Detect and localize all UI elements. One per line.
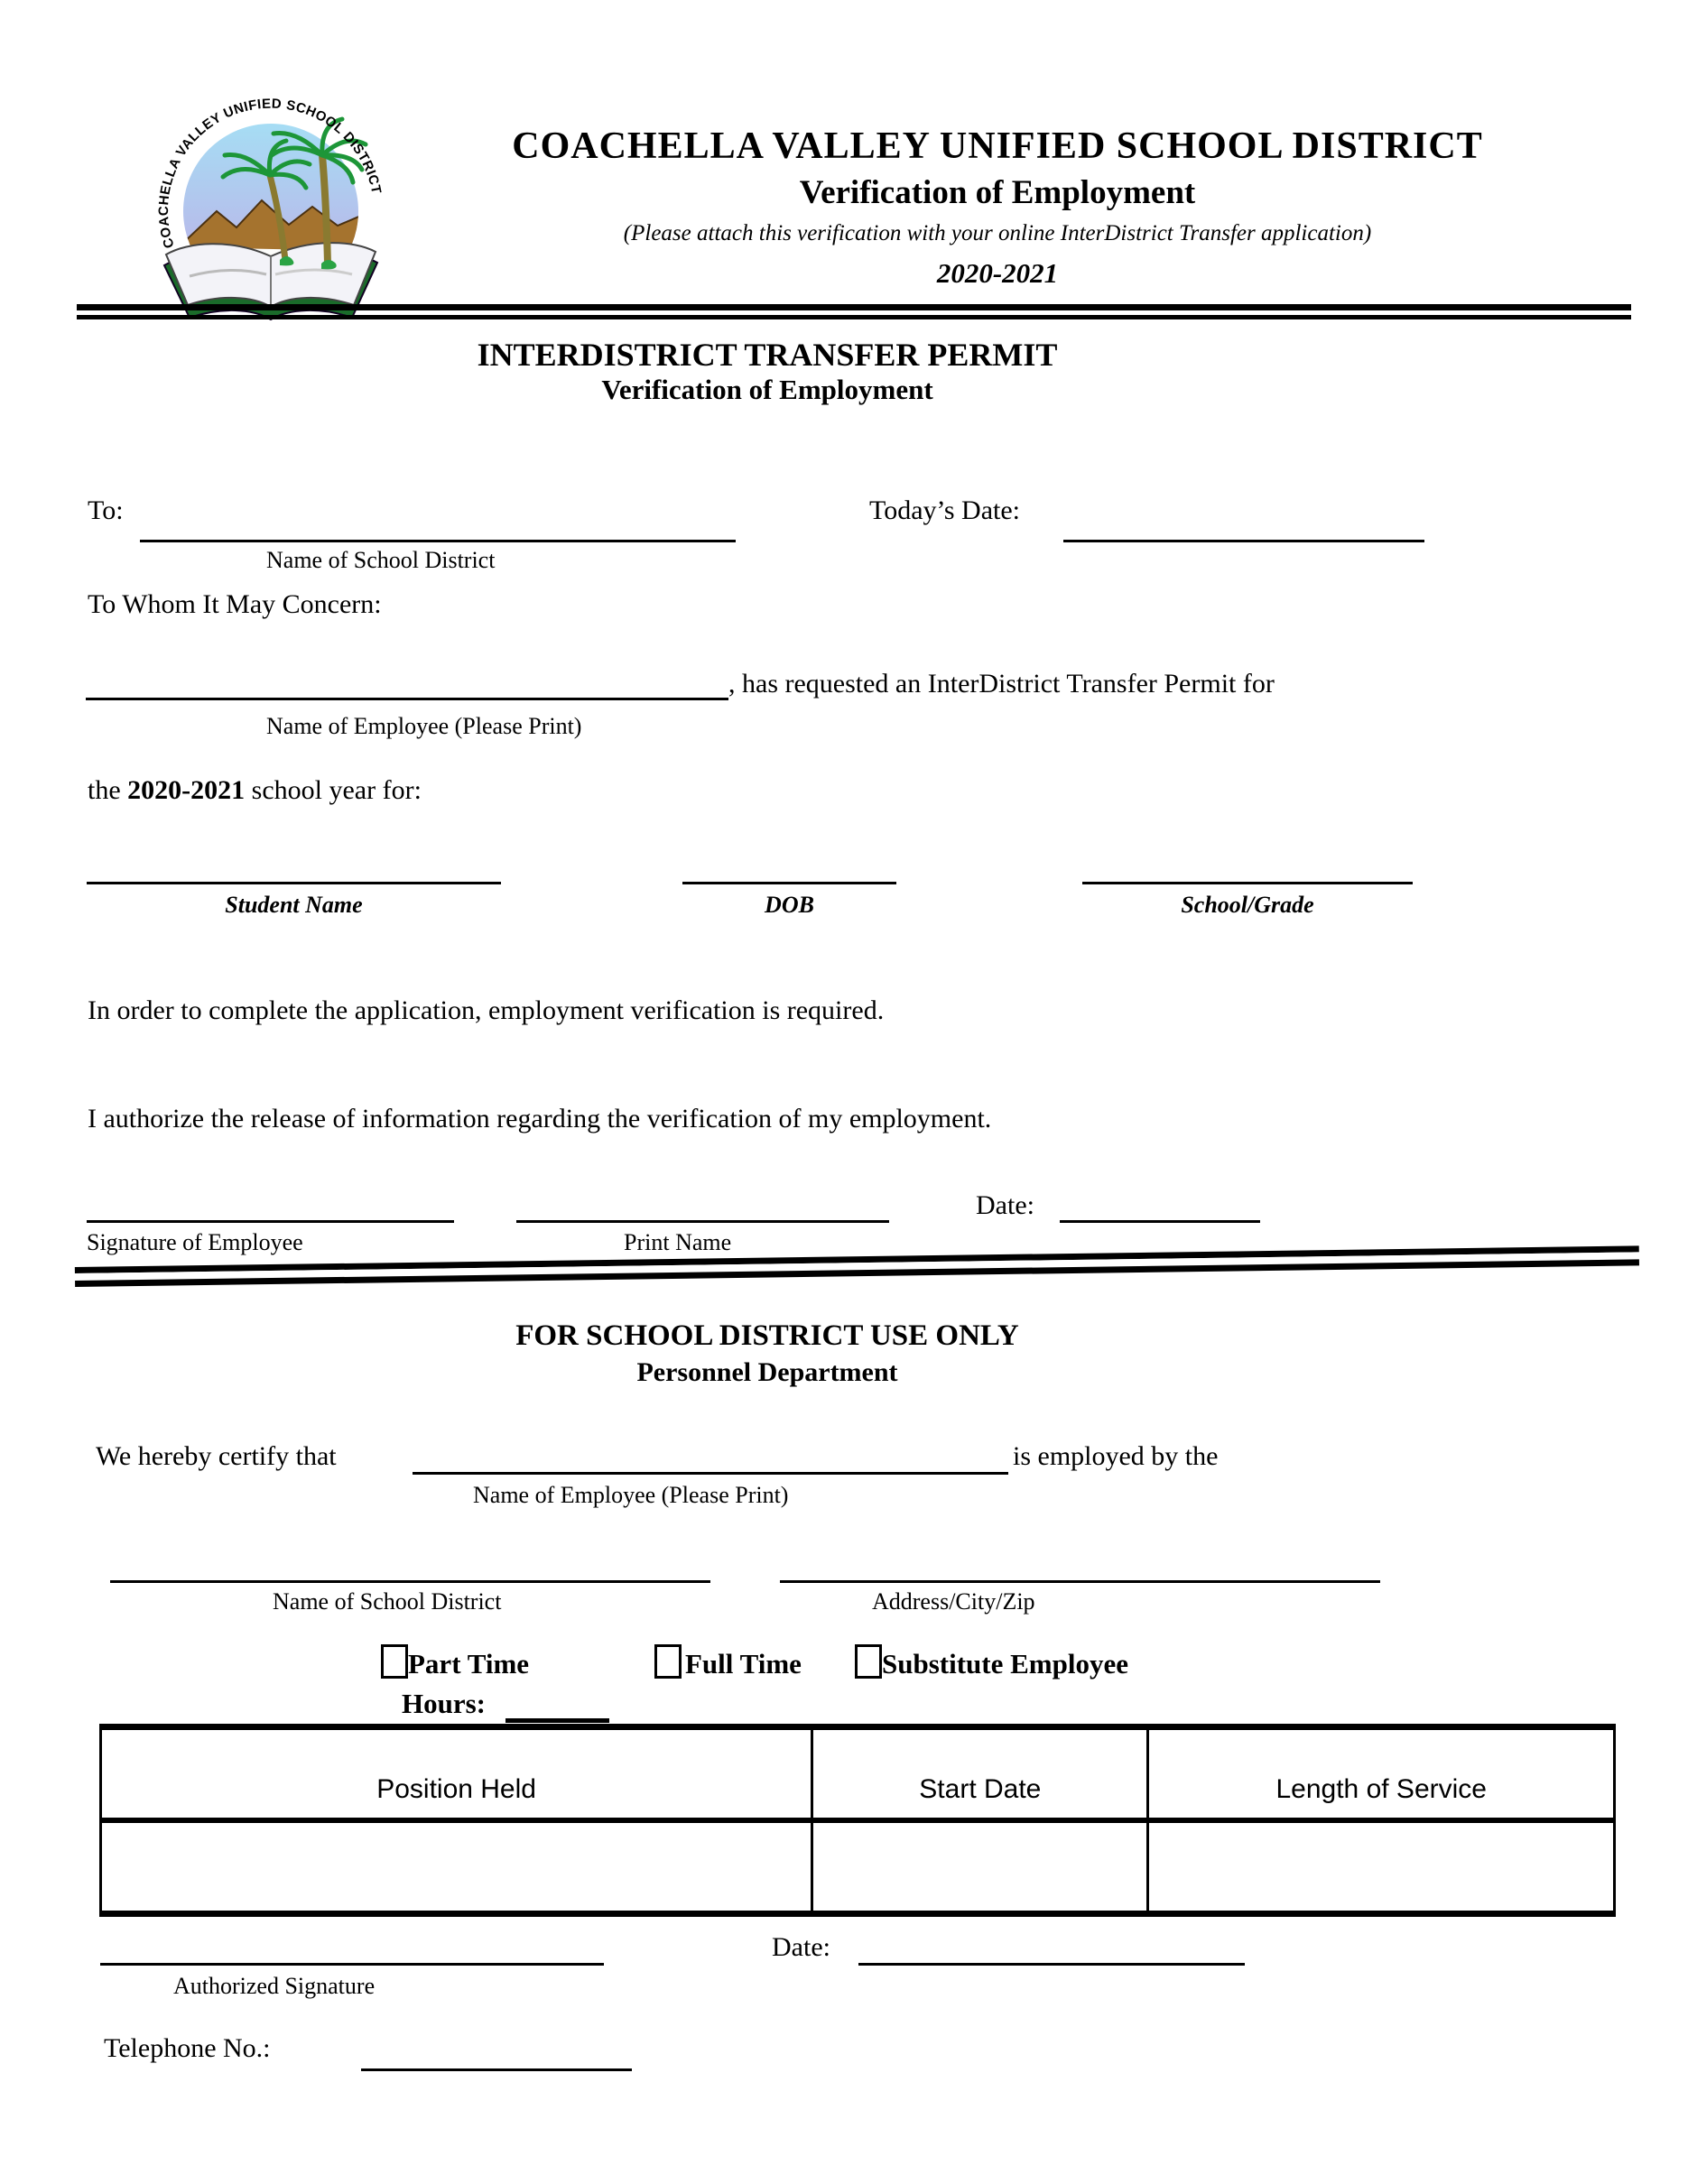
authorized-signature-caption: Authorized Signature	[173, 1973, 376, 1999]
service-table-row	[101, 1820, 1615, 1914]
print-name-fill-line[interactable]	[516, 1220, 889, 1223]
hours-label: Hours:	[402, 1688, 486, 1719]
district-date-fill-line[interactable]	[858, 1963, 1245, 1966]
full-time-label: Full Time	[685, 1648, 802, 1680]
telephone-fill-line[interactable]	[361, 2068, 632, 2071]
student-name-fill-line[interactable]	[87, 882, 501, 884]
length-of-service-cell[interactable]	[1148, 1820, 1615, 1914]
address-caption: Address/City/Zip	[872, 1588, 1035, 1615]
start-date-header: Start Date	[812, 1727, 1148, 1821]
logo-arc-text: COACHELLA VALLEY UNIFIED SCHOOL DISTRICT	[155, 96, 385, 250]
district-logo	[135, 83, 406, 325]
district-logo-graphic	[135, 83, 406, 325]
dob-caption: DOB	[765, 892, 814, 918]
full-time-option	[654, 1644, 802, 1680]
employee-name-fill-line[interactable]	[86, 698, 728, 700]
form-title: Verification of Employment	[799, 174, 1196, 211]
year-suffix: school year for:	[251, 775, 422, 805]
salutation: To Whom It May Concern:	[88, 589, 382, 619]
permit-heading: INTERDISTRICT TRANSFER PERMIT	[477, 337, 1058, 373]
signature-fill-line[interactable]	[87, 1220, 454, 1223]
signature-caption: Signature of Employee	[87, 1229, 303, 1255]
district-use-heading: FOR SCHOOL DISTRICT USE ONLY	[515, 1319, 1019, 1352]
todays-date-label: Today’s Date:	[869, 495, 1021, 525]
length-of-service-header: Length of Service	[1148, 1727, 1615, 1821]
print-name-caption: Print Name	[624, 1229, 732, 1255]
certify-employee-caption: Name of Employee (Please Print)	[473, 1482, 789, 1508]
to-fill-line[interactable]	[140, 540, 736, 542]
school-year-sentence	[88, 774, 422, 807]
form-header	[397, 125, 1598, 290]
position-held-cell[interactable]	[101, 1820, 812, 1914]
position-held-header: Position Held	[101, 1727, 812, 1821]
substitute-option	[855, 1644, 1128, 1680]
certify-prefix: We hereby certify that	[96, 1441, 337, 1471]
service-table	[99, 1724, 1616, 1917]
para-authorize: I authorize the release of information regarding the verification of my employment.	[88, 1104, 992, 1134]
service-table-header-row	[101, 1727, 1615, 1821]
certify-suffix: is employed by the	[1013, 1441, 1219, 1471]
district-caption: Name of School District	[273, 1588, 502, 1615]
permit-subheading: Verification of Employment	[601, 374, 933, 405]
requested-text: , has requested an InterDistrict Transfer Permit for	[728, 669, 1275, 699]
section-divider	[75, 1245, 1639, 1287]
employee-caption: Name of Employee (Please Print)	[266, 713, 582, 739]
start-date-cell[interactable]	[812, 1820, 1148, 1914]
year-prefix: the	[88, 775, 121, 805]
employee-date-fill-line[interactable]	[1060, 1220, 1260, 1223]
substitute-label: Substitute Employee	[882, 1648, 1128, 1680]
student-name-caption: Student Name	[225, 892, 363, 918]
header-divider	[77, 304, 1631, 319]
certify-employee-fill-line[interactable]	[413, 1472, 1008, 1475]
district-fill-line[interactable]	[110, 1580, 710, 1583]
authorized-signature-fill-line[interactable]	[100, 1963, 604, 1966]
dob-fill-line[interactable]	[682, 882, 896, 884]
to-label: To:	[88, 495, 124, 525]
school-grade-fill-line[interactable]	[1082, 882, 1413, 884]
telephone-label: Telephone No.:	[104, 2033, 271, 2063]
employee-date-label: Date:	[976, 1190, 1034, 1220]
todays-date-fill-line[interactable]	[1063, 540, 1424, 542]
part-time-checkbox[interactable]	[381, 1644, 408, 1679]
full-time-checkbox[interactable]	[654, 1644, 682, 1679]
address-fill-line[interactable]	[780, 1580, 1380, 1583]
substitute-checkbox[interactable]	[855, 1644, 882, 1679]
district-date-label: Date:	[772, 1932, 830, 1962]
part-time-label: Part Time	[408, 1648, 530, 1680]
para-complete: In order to complete the application, employment verification is required.	[88, 995, 885, 1025]
school-grade-caption: School/Grade	[1181, 892, 1314, 918]
part-time-option	[381, 1644, 529, 1680]
personnel-subheading: Personnel Department	[636, 1357, 898, 1387]
school-year: 2020-2021	[936, 257, 1059, 289]
attach-note: (Please attach this verification with your online InterDistrict Transfer application)	[623, 221, 1372, 245]
year-bold: 2020-2021	[127, 775, 246, 805]
hours-fill-line[interactable]	[505, 1718, 609, 1723]
district-name: COACHELLA VALLEY UNIFIED SCHOOL DISTRICT	[512, 125, 1483, 167]
school-district-caption: Name of School District	[266, 547, 496, 573]
